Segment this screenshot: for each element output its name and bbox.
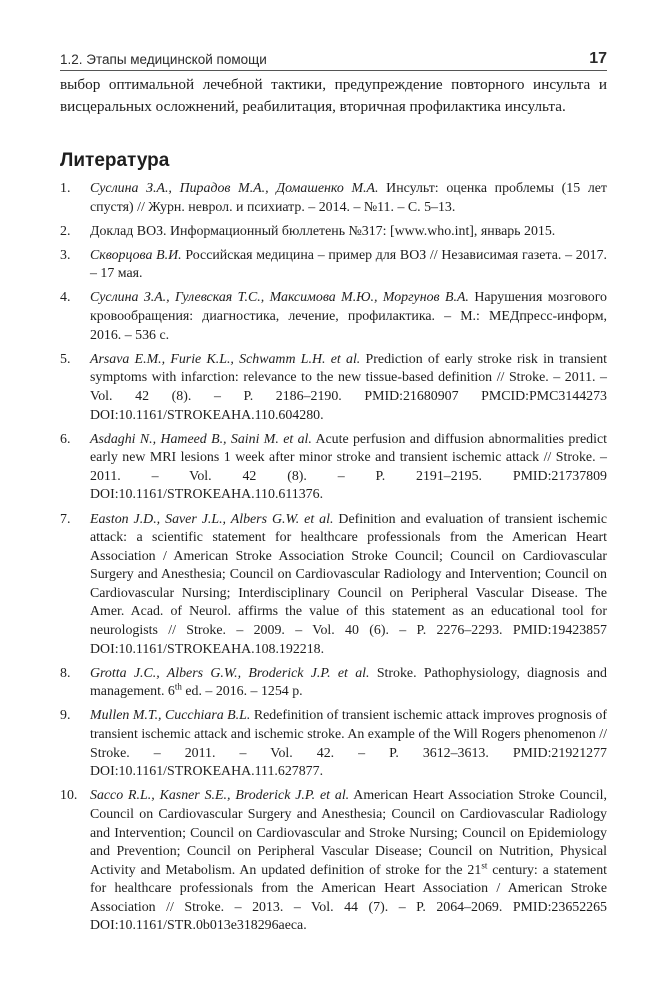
reference-number: 9.: [60, 708, 71, 724]
reference-item: [60, 351, 607, 425]
reference-number: 4.: [60, 290, 71, 306]
reference-authors: Grotta J.C., Albers G.W., Broderick J.P. et al.: [90, 665, 370, 681]
reference-authors: Скворцова В.И.: [90, 247, 182, 263]
reference-text: Инсульт: оценка проблемы (15 лет спустя) // Журн. неврол. и психиатр. – 2014. – №11. – С. 5–13.: [90, 181, 607, 215]
reference-superscript: st: [481, 860, 488, 871]
reference-number: 10.: [60, 788, 78, 804]
reference-authors: Суслина З.А., Гулевская Т.С., Максимова М.Ю., Моргунов В.А.: [90, 290, 469, 306]
references-heading: Литература: [60, 150, 170, 171]
reference-item: [60, 431, 607, 505]
reference-number: 6.: [60, 431, 71, 447]
reference-number: 5.: [60, 351, 71, 367]
reference-item: [60, 289, 607, 345]
reference-list: [60, 180, 607, 942]
reference-text: Acute perfusion and diffusion abnormalities predict early new MRI lesions 1 week after minor stroke and transient ischemic attack // Stroke. – 2011. – Vol. 42 (8). – P. 2191–2195. PMID:21737809 DOI:10.1161/STROKEAHA.110.611376.: [90, 431, 607, 503]
intro-paragraph: выбор оптимальной лечебной тактики, предупреждение повторного инсульта и висцеральных осложнений, реабилитация, вторичная профилактика инсульта.: [60, 76, 607, 115]
reference-text-continued: ed. – 2016. – 1254 p.: [181, 684, 303, 700]
reference-number: 1.: [60, 181, 71, 196]
reference-item: [60, 707, 607, 781]
reference-number: 8.: [60, 665, 71, 681]
reference-superscript: th: [174, 681, 182, 692]
reference-authors: Sacco R.L., Kasner S.E., Broderick J.P. et al.: [90, 788, 350, 804]
reference-text: Definition and evaluation of transient ischemic attack: a scientific statement for healthcare professionals from the American Heart Association / American Stroke Association Stroke Council; Council on Cardiovascular Surgery and Anesthesia; Council on Cardiovascular Radiology and Intervention; Council on Cardiovascular Nursing; Interdisciplinary Council on Peripheral Vascular Disease. The Amer. Acad. of Neurol. affirms the value of this statement as an educational tool for neurologists // Stroke. – 2009. – Vol. 40 (6). – P. 2276–2293. PMID:19423857 DOI:10.1161/STROKEAHA.108.192218.: [90, 511, 607, 657]
page-number: 17: [589, 50, 607, 67]
reference-item: [60, 511, 607, 660]
reference-authors: Easton J.D., Saver J.L., Albers G.W. et al.: [90, 511, 334, 527]
reference-number: 2.: [60, 223, 71, 239]
reference-authors: Asdaghi N., Hameed B., Saini M. et al.: [90, 431, 312, 447]
reference-number: 3.: [60, 247, 71, 263]
reference-text: Нарушения мозгового кровообращения: диагностика, лечение, профилактика. – М.: МЕДпресс-информ, 2016. – 536 с.: [90, 290, 607, 343]
reference-text: Доклад ВОЗ. Информационный бюллетень №317: [www.who.int], январь 2015.: [90, 223, 556, 239]
reference-item: [60, 787, 607, 936]
reference-text: Stroke. Pathophysiology, diagnosis and management. 6: [90, 665, 607, 700]
reference-item: [60, 180, 607, 217]
reference-item: [60, 223, 607, 242]
reference-item: [60, 247, 607, 284]
reference-item: [60, 665, 607, 702]
reference-authors: Arsava E.M., Furie K.L., Schwamm L.H. et al.: [90, 351, 361, 367]
reference-text: Redefinition of transient ischemic attack improves prognosis of transient ischemic attack and ischemic stroke. An example of the Will Rogers phenomenon // Stroke. – 2011. – Vol. 42. – P. 3612–3613. PMID:21921277 DOI:10.1161/STROKEAHA.111.627877.: [90, 708, 607, 780]
running-header: [60, 49, 607, 71]
reference-number: 7.: [60, 511, 71, 527]
reference-text: Российская медицина – пример для ВОЗ // Независимая газета. – 2017. – 17 мая.: [90, 247, 608, 282]
reference-authors: Mullen M.T., Cucchiara B.L.: [90, 708, 251, 724]
reference-text-continued: century: a statement for healthcare professionals from the American Heart Association / American Stroke Association // Stroke. – 2013. – Vol. 44 (7). – P. 2064–2069. PMID:23652265 DOI:10.1161/STR.0b013e318296aeca.: [90, 862, 607, 934]
header-rule: [60, 70, 607, 71]
reference-text: American Heart Association Stroke Council, Council on Cardiovascular Surgery and Anesthesia; Council on Cardiovascular Radiology and Intervention; Council on Cardiovascular and Stroke Nursing; Council on Epidemiology and Prevention; Council on Peripheral Vascular Disease; Council on Nutrition, Physical Activity and Metabolism. An updated definition of stroke for the 21: [90, 788, 608, 878]
reference-text: Prediction of early stroke risk in transient symptoms with infarction: relevance to the new tissue-based definition // Stroke. – 2011. – Vol. 42 (8). – P. 2186–2190. PMID:21680907 PMCID:PMC3144273 DOI:10.1161/STROKEAHA.110.604280.: [90, 351, 607, 423]
reference-authors: Суслина З.А., Пирадов М.А., Домашенко М.А.: [90, 181, 379, 196]
section-title: 1.2. Этапы медицинской помощи: [60, 52, 267, 67]
